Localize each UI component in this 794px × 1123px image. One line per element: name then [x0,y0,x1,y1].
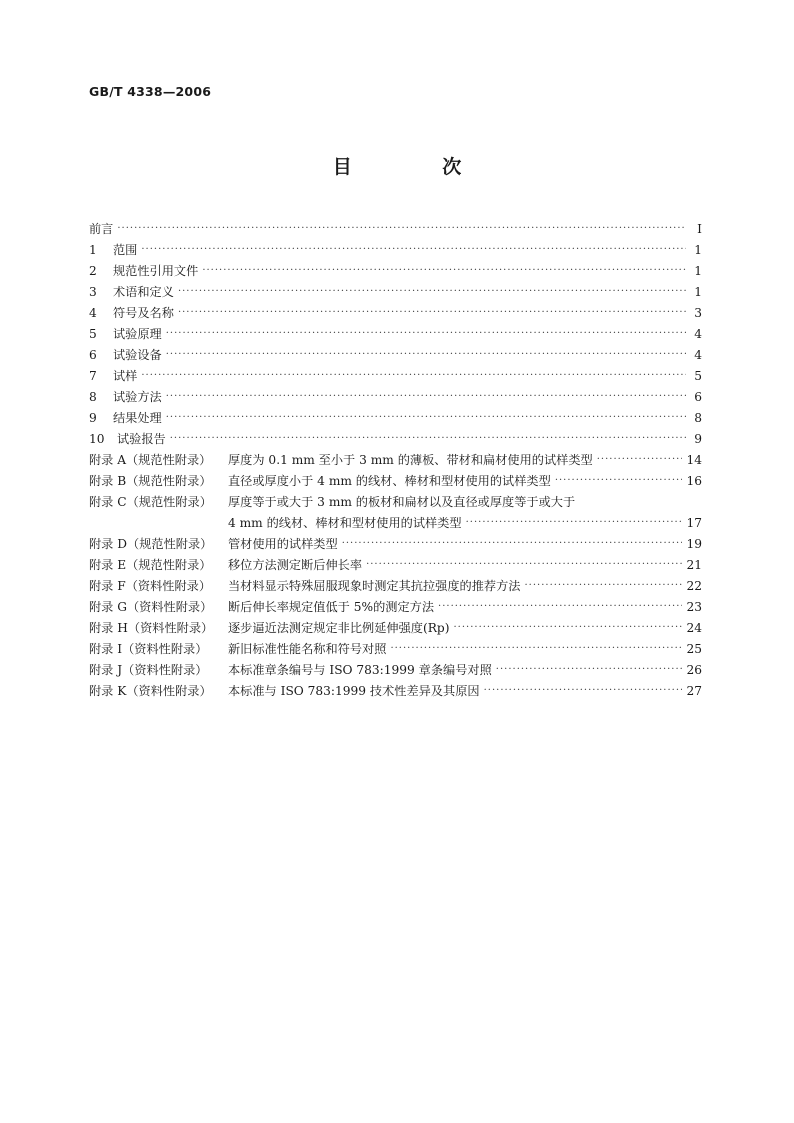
annex-prefix: 附录 G（资料性附录） [89,600,213,614]
leader-dots [484,684,683,698]
annex-prefix: 附录 A（规范性附录） [89,453,212,467]
annex-prefix: 附录 D（规范性附录） [89,537,213,551]
leader-dots [166,348,686,362]
leader-dots [366,558,682,572]
toc-label: 试验方法 [113,390,162,404]
toc-label: 前言 [89,222,114,236]
toc-annex-h[interactable] [89,617,702,638]
annex-prefix: 附录 K（资料性附录） [89,684,212,698]
toc-label: 管材使用的试样类型 [228,537,338,551]
leader-dots [202,264,686,278]
toc-page: 16 [686,473,702,488]
toc-label: 断后伸长率规定值低于 5%的测定方法 [228,600,435,614]
toc-entry[interactable] [89,386,702,407]
toc-page: 4 [694,326,702,341]
toc-label: 新旧标准性能名称和符号对照 [228,642,387,656]
toc-page: 25 [686,641,702,656]
toc-page: 27 [686,683,702,698]
toc-label: 试验报告 [117,432,166,446]
leader-dots [597,453,683,467]
toc-annex-j[interactable] [89,659,702,680]
leader-dots [438,600,682,614]
toc-annex-f[interactable] [89,575,702,596]
toc-label: 当材料显示特殊屈服现象时测定其抗拉强度的推荐方法 [228,579,521,593]
annex-prefix: 附录 J（资料性附录） [89,663,208,677]
toc-label: 结果处理 [113,411,162,425]
toc-label: 符号及名称 [113,306,174,320]
toc-entry[interactable] [89,239,702,260]
leader-dots [466,516,683,530]
leader-dots [555,474,683,488]
toc-label: 厚度为 0.1 mm 至小于 3 mm 的薄板、带材和扁材使用的试样类型 [228,453,593,467]
toc-label: 试验设备 [113,348,162,362]
toc-label: 移位方法测定断后伸长率 [228,558,363,572]
leader-dots [178,306,686,320]
toc-page: 1 [694,263,702,278]
toc-annex-c[interactable] [89,491,702,512]
toc-annex-k[interactable] [89,680,702,701]
toc-label: 本标准章条编号与 ISO 783:1999 章条编号对照 [228,663,492,677]
toc-page: 26 [686,662,702,677]
toc-entry[interactable] [89,281,702,302]
leader-dots [166,327,686,341]
toc-number: 7 [89,369,97,383]
toc-entry[interactable] [89,407,702,428]
toc-page: I [697,221,702,236]
toc-entry[interactable] [89,365,702,386]
leader-dots [117,222,686,236]
leader-dots [525,579,683,593]
toc-annex-a[interactable] [89,449,702,470]
toc-number: 3 [89,285,97,299]
toc-number: 9 [89,411,97,425]
toc-page: 23 [686,599,702,614]
leader-dots [141,369,686,383]
toc-page: 17 [686,515,702,530]
standard-code: GB/T 4338—2006 [89,84,212,99]
leader-dots [454,621,683,635]
toc-page: 14 [686,452,702,467]
toc-entry[interactable] [89,323,702,344]
toc-page: 5 [694,368,702,383]
toc-page: 9 [694,431,702,446]
annex-prefix: 附录 I（资料性附录） [89,642,208,656]
toc-label: 试样 [113,369,138,383]
toc-page: 22 [686,578,702,593]
toc-label: 逐步逼近法测定规定非比例延伸强度(Rp) [228,621,450,635]
toc-annex-c-continued[interactable] [89,512,702,533]
leader-dots [390,642,682,656]
toc-label: 本标准与 ISO 783:1999 技术性差异及其原因 [228,684,480,698]
toc-entry[interactable] [89,260,702,281]
leader-dots [496,663,683,677]
toc-label: 厚度等于或大于 3 mm 的板材和扁材以及直径或厚度等于或大于 [228,495,576,509]
toc-number: 5 [89,327,97,341]
annex-prefix: 附录 E（规范性附录） [89,558,212,572]
toc-entry-foreword[interactable] [89,218,702,239]
toc-label: 规范性引用文件 [113,264,199,278]
leader-dots [342,537,683,551]
leader-dots [178,285,686,299]
toc-number: 6 [89,348,97,362]
leader-dots [166,411,686,425]
toc-label: 4 mm 的线材、棒材和型材使用的试样类型 [228,516,462,530]
toc-label: 范围 [113,243,138,257]
toc-page: 24 [686,620,702,635]
toc-page: 21 [686,557,702,572]
toc-annex-i[interactable] [89,638,702,659]
toc-label: 直径或厚度小于 4 mm 的线材、棒材和型材使用的试样类型 [228,474,551,488]
toc-annex-g[interactable] [89,596,702,617]
toc-page: 8 [694,410,702,425]
toc-entry[interactable] [89,344,702,365]
toc-page: 19 [686,536,702,551]
toc-number: 8 [89,390,97,404]
toc-number: 4 [89,306,97,320]
toc-number: 1 [89,243,97,257]
annex-prefix: 附录 F（资料性附录） [89,579,212,593]
toc-label: 术语和定义 [113,285,174,299]
annex-prefix: 附录 C（规范性附录） [89,495,212,509]
toc-entry[interactable] [89,428,702,449]
toc-page: 4 [694,347,702,362]
toc-page: 6 [694,389,702,404]
page-title: 目 次 [332,156,504,178]
toc-number: 10 [89,432,105,446]
leader-dots [141,243,686,257]
toc-page: 1 [694,284,702,299]
toc-annex-d[interactable] [89,533,702,554]
toc-annex-e[interactable] [89,554,702,575]
leader-dots [166,390,686,404]
toc-number: 2 [89,264,97,278]
toc-page: 1 [694,242,702,257]
toc-annex-b[interactable] [89,470,702,491]
toc-entry[interactable] [89,302,702,323]
leader-dots [170,432,686,446]
annex-prefix: 附录 B（规范性附录） [89,474,212,488]
annex-prefix: 附录 H（资料性附录） [89,621,214,635]
toc-label: 试验原理 [113,327,162,341]
toc-page: 3 [694,305,702,320]
